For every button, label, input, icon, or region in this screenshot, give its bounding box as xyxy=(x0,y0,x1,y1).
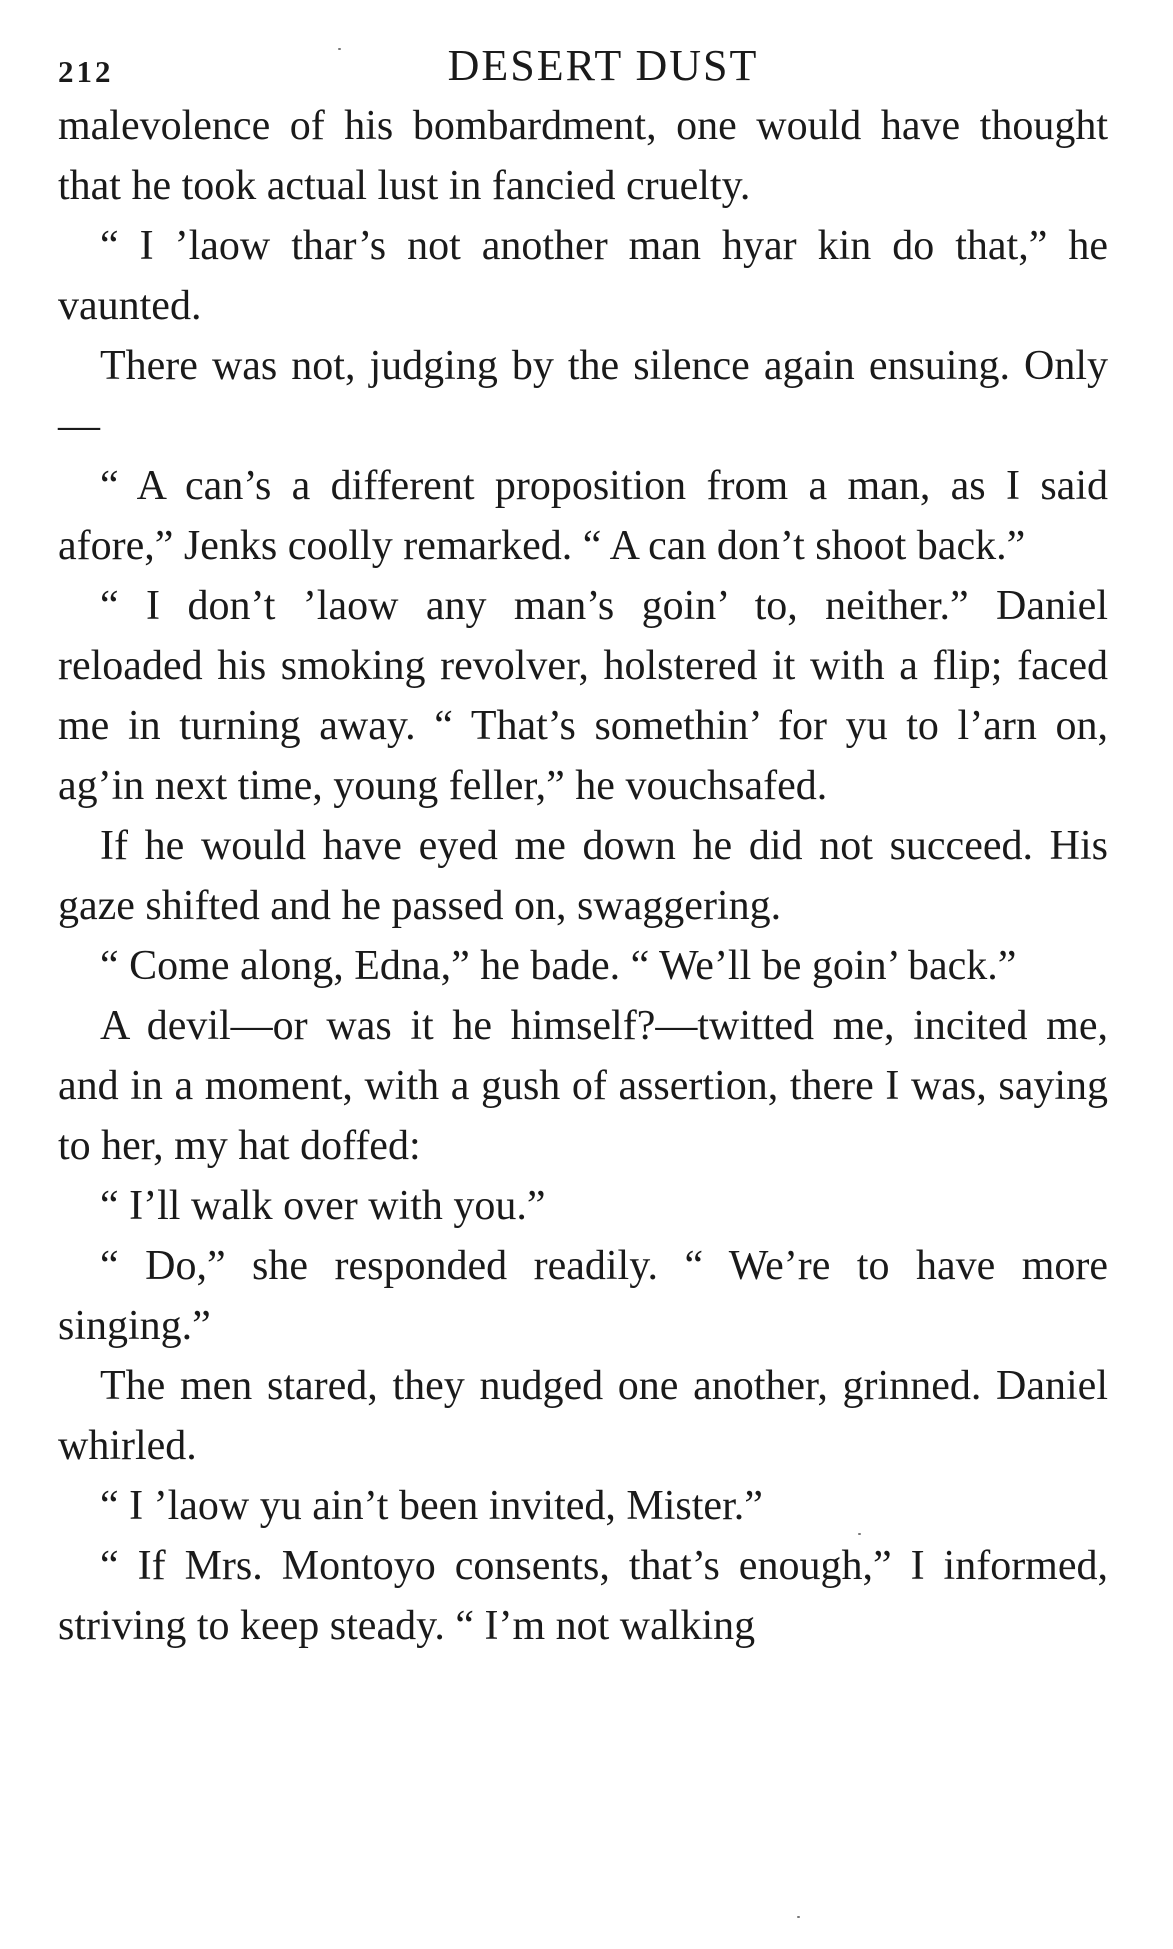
paper-speck xyxy=(338,48,341,50)
paragraph: A devil—or was it he himself?—twitted me, incited me, and in a moment, with a gush of assertion, there I was, saying to her, my hat doffed: xyxy=(58,1003,1108,1169)
paragraph: malevolence of his bombardment, one would have thought that he took actual lust in fancied cruelty. xyxy=(58,103,1108,209)
paper-speck xyxy=(858,1533,861,1535)
paragraph: “ I’ll walk over with you.” xyxy=(100,1183,546,1229)
paragraph: “ A can’s a different proposition from a man, as I said afore,” Jenks coolly remarked. “ A can don’t shoot back.” xyxy=(58,463,1108,569)
paragraph: There was not, judging by the silence again ensuing. Only— xyxy=(58,343,1108,449)
paragraph: If he would have eyed me down he did not succeed. His gaze shifted and he passed on, swaggering. xyxy=(58,823,1108,929)
paragraph: “ I ’laow yu ain’t been invited, Mister.” xyxy=(100,1483,763,1529)
running-head: DESERT DUST xyxy=(447,41,759,90)
paragraph: The men stared, they nudged one another, grinned. Daniel whirled. xyxy=(58,1363,1108,1469)
page-header xyxy=(58,40,1108,90)
paragraph: “ Do,” she responded readily. “ We’re to have more singing.” xyxy=(58,1243,1108,1349)
paper-speck xyxy=(797,1916,800,1918)
paragraph: “ If Mrs. Montoyo consents, that’s enough,” I informed, striving to keep steady. “ I’m not walking xyxy=(58,1543,1108,1649)
book-page xyxy=(58,40,1108,1656)
paragraph: “ Come along, Edna,” he bade. “ We’ll be goin’ back.” xyxy=(100,943,1017,989)
paragraph: “ I ’laow thar’s not another man hyar kin do that,” he vaunted. xyxy=(58,223,1108,329)
page-number: 212 xyxy=(58,54,114,89)
paragraph: “ I don’t ’laow any man’s goin’ to, neither.” Daniel reloaded his smoking revolver, holstered it with a flip; faced me in turning away. “ That’s somethin’ for yu to l’arn on, ag’in next time, young feller,” he vouchsafed. xyxy=(58,583,1108,809)
body-text xyxy=(58,96,1108,1656)
